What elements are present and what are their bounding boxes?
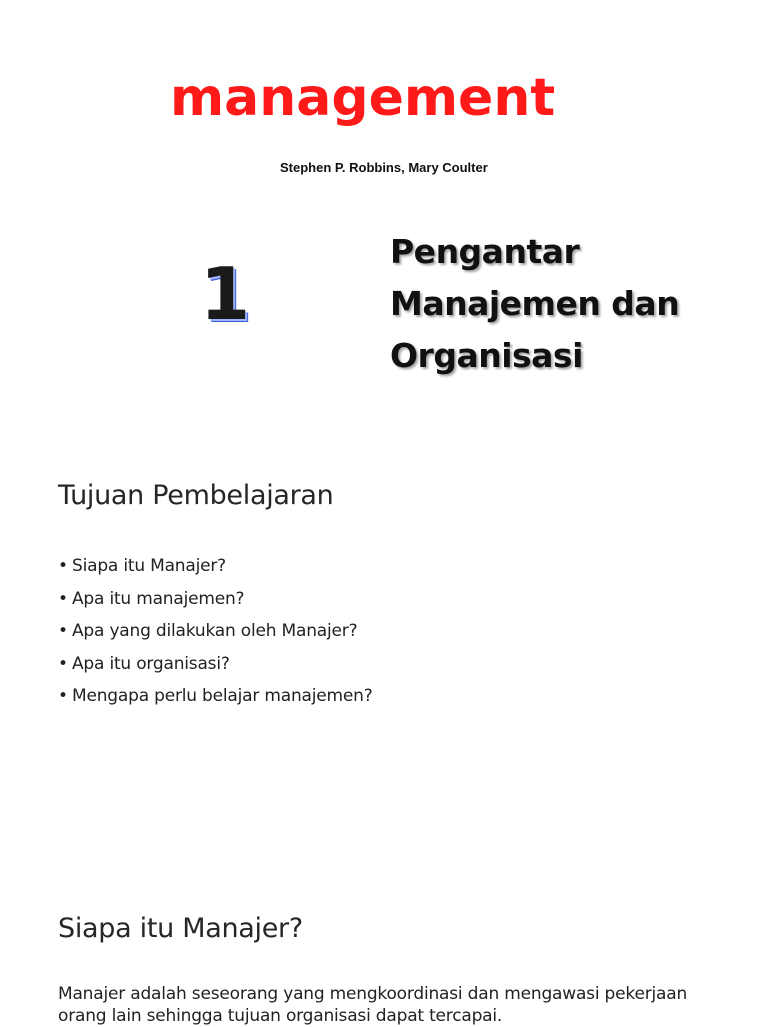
objectives-list (58, 550, 373, 713)
objectives-slide (0, 450, 768, 870)
list-item-text: Apa yang dilakukan oleh Manajer? (72, 621, 358, 641)
chapter-title (390, 226, 679, 382)
list-item (58, 615, 373, 648)
bullet-icon: • (58, 653, 68, 674)
chapter-number: 1 (200, 252, 251, 336)
book-title: management (170, 68, 556, 128)
list-item (58, 648, 373, 681)
title-slide (0, 0, 768, 430)
authors: Stephen P. Robbins, Mary Coulter (280, 160, 488, 175)
list-item (58, 550, 373, 583)
section-heading: Siapa itu Manajer? (58, 913, 303, 944)
list-item-text: Apa itu manajemen? (72, 588, 245, 609)
manager-slide (0, 895, 768, 1024)
list-item (58, 680, 373, 713)
list-item-text: Apa itu organisasi? (72, 653, 230, 674)
body-text: Manajer adalah seseorang yang mengkoordinasi dan mengawasi pekerjaan orang lain sehingga tujuan organisasi dapat tercapai. (58, 984, 688, 1026)
bullet-icon: • (58, 556, 68, 576)
chapter-title-line: Organisasi (390, 336, 583, 375)
chapter-title-line: Manajemen dan (390, 284, 680, 323)
list-item-text: Siapa itu Manajer? (72, 556, 226, 576)
bullet-icon: • (58, 686, 68, 706)
chapter-title-line: Pengantar (390, 232, 580, 271)
section-heading: Tujuan Pembelajaran (58, 480, 334, 511)
list-item-text: Mengapa perlu belajar manajemen? (72, 686, 373, 706)
list-item (58, 583, 373, 616)
bullet-icon: • (58, 621, 68, 641)
bullet-icon: • (58, 588, 68, 609)
